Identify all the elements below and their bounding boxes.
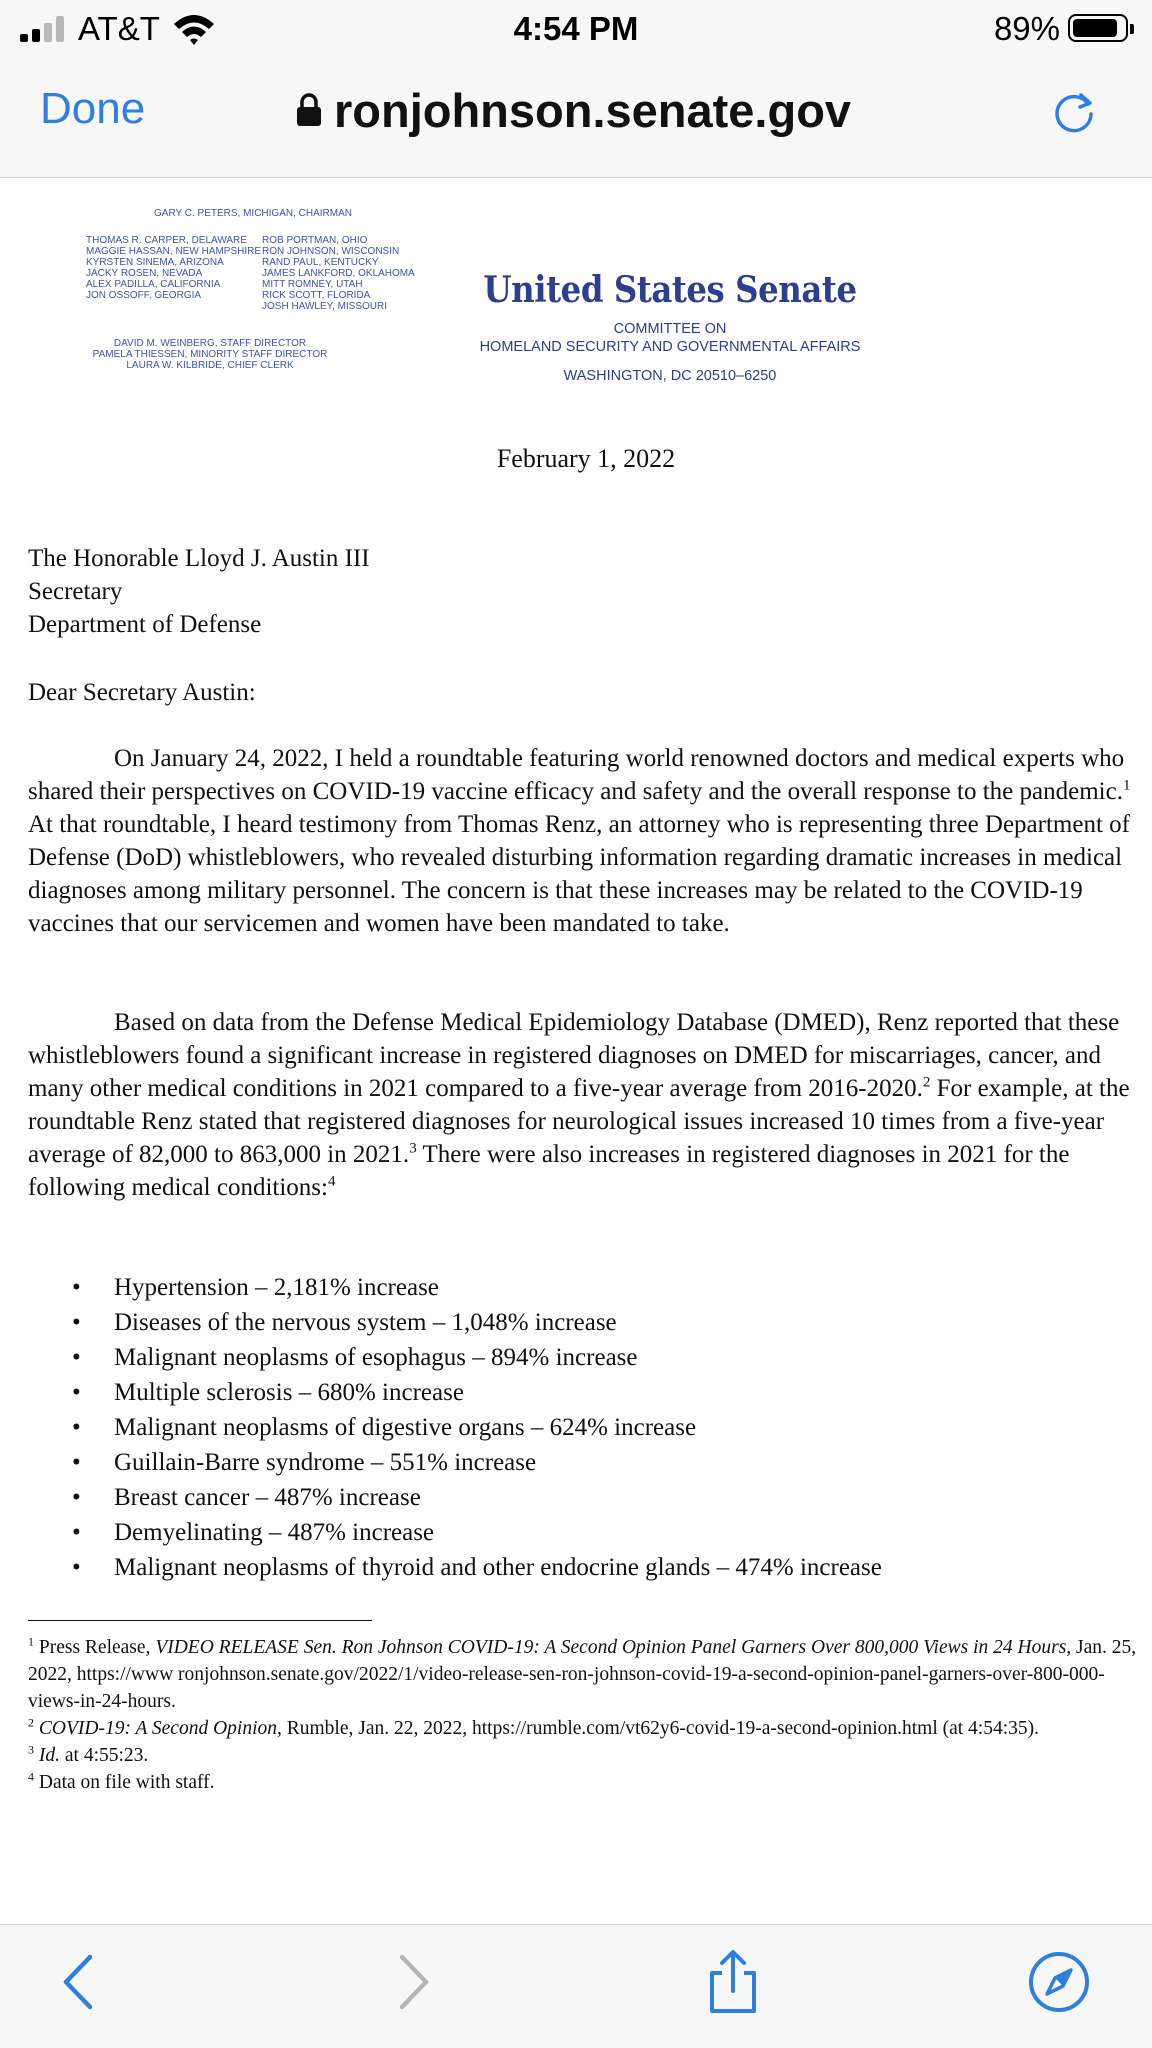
conditions-list	[70, 1270, 882, 1585]
footnote-link[interactable]: , Jan. 25, 2022, https://www ronjohnson.senate.gov/2022/1/video-release-sen-ron-johnson-covid-19-a-second-opinion-panel-garners-over-800-000-views-in-24-hours.	[28, 1637, 1137, 1712]
addressee-line: The Honorable Lloyd J. Austin III	[28, 545, 370, 572]
senate-title: United States Senate	[483, 269, 857, 311]
member-name: RAND PAUL, KENTUCKY	[262, 257, 379, 268]
member-name: MITT ROMNEY, UTAH	[262, 279, 363, 290]
forward-button[interactable]	[376, 1947, 446, 2017]
done-button[interactable]: Done	[40, 84, 146, 133]
forward-chevron-icon	[376, 1947, 446, 2017]
body-paragraph: Based on data from the Defense Medical Epidemiology Database (DMED), Renz reported that these whistleblowers found a significant increase in registered diagnoses on DMED for miscarriages, cancer, and many other medical conditions in 2021 compared to a five-year average from 2016-2020.$^2$ For example, at the roundtable Renz stated that registered diagnoses for neurological issues increased 10 times from a five-year average of 82,000 to 863,000 in 2021.$^3$ There were also increases in registered diagnoses in 2021 for the following medical conditions:$^4$	[28, 1009, 1130, 1201]
footnote-2: $^2$ COVID-19: A Second Opinion, Rumble, Jan. 22, 2022, https://rumble.com/vt62y6-covid-19-a-second-opinion.html (at 4:54:35).	[28, 1715, 1040, 1739]
member-name: THOMAS R. CARPER, DELAWARE	[86, 235, 247, 246]
carrier-name: AT&T	[78, 10, 160, 47]
footnote-divider	[28, 1620, 372, 1621]
battery-icon	[1068, 14, 1128, 42]
committee-members-majority	[86, 235, 261, 301]
member-name: JACKY ROSEN, NEVADA	[86, 268, 203, 279]
footnote-ref[interactable]: 4	[327, 1173, 336, 1190]
staff-name: PAMELA THIESSEN, MINORITY STAFF DIRECTOR	[92, 349, 328, 360]
footnote-ref[interactable]: 1	[1122, 777, 1131, 794]
list-item: • Demyelinating – 487% increase	[70, 1515, 882, 1550]
senate-letterhead	[460, 270, 880, 384]
member-name: JOSH HAWLEY, MISSOURI	[262, 301, 388, 312]
compass-icon	[1024, 1947, 1094, 2017]
member-name: ROB PORTMAN, OHIO	[262, 235, 368, 246]
status-bar	[0, 0, 1152, 56]
list-item: • Guillain-Barre syndrome – 551% increase	[70, 1445, 882, 1480]
browser-nav-bar	[0, 56, 1152, 178]
list-item: • Diseases of the nervous system – 1,048% increase	[70, 1305, 882, 1340]
member-name: RON JOHNSON, WISCONSIN	[262, 246, 400, 257]
addressee-line: Department of Defense	[28, 611, 262, 638]
page-domain: ronjohnson.senate.gov	[334, 83, 852, 137]
member-name: JON OSSOFF, GEORGIA	[86, 290, 202, 301]
committee-staff	[0, 338, 420, 371]
list-item: • Malignant neoplasms of esophagus – 894% increase	[70, 1340, 882, 1375]
footnote-link[interactable]: , Rumble, Jan. 22, 2022, https://rumble.com/vt62y6-covid-19-a-second-opinion.html (at 4:54:35).	[277, 1718, 1040, 1739]
member-name: ALEX PADILLA, CALIFORNIA	[86, 279, 221, 290]
share-icon	[698, 1947, 768, 2017]
committee-address: WASHINGTON, DC 20510–6250	[563, 368, 777, 384]
back-button[interactable]	[46, 1947, 116, 2017]
battery-percentage: 89%	[993, 10, 1060, 47]
salutation: Dear Secretary Austin:	[28, 679, 256, 706]
clock: 4:54 PM	[513, 10, 639, 47]
member-name: RICK SCOTT, FLORIDA	[262, 290, 371, 301]
list-item: • Malignant neoplasms of digestive organs – 624% increase	[70, 1410, 882, 1445]
committee-chairman: GARY C. PETERS, MICHIGAN, CHAIRMAN	[154, 208, 352, 219]
lock-icon	[296, 93, 322, 127]
back-chevron-icon	[46, 1947, 116, 2017]
footnote-ref[interactable]: 2	[922, 1074, 931, 1091]
footnote-4: $^4$ Data on file with staff.	[28, 1769, 215, 1793]
footnote-ref[interactable]: 3	[409, 1140, 417, 1157]
body-paragraph: On January 24, 2022, I held a roundtable featuring world renowned doctors and medical experts who shared their perspectives on COVID-19 vaccine efficacy and safety and the overall response to the pandemic.$^1$ At that roundtable, I heard testimony from Thomas Renz, an attorney who is representing three Department of Defense (DoD) whistleblowers, who revealed disturbing information regarding dramatic increases in medical diagnoses among military personnel. The concern is that these increases may be related to the COVID-19 vaccines that our servicemen and women have been mandated to take.	[28, 745, 1131, 937]
addressee-block	[28, 542, 1138, 641]
member-name: MAGGIE HASSAN, NEW HAMPSHIRE	[86, 246, 262, 257]
list-item: • Malignant neoplasms of thyroid and other endocrine glands – 474% increase	[70, 1550, 882, 1585]
list-item: • Multiple sclerosis – 680% increase	[70, 1375, 882, 1410]
member-name: JAMES LANKFORD, OKLAHOMA	[262, 268, 415, 279]
footnotes	[28, 1634, 1144, 1796]
letter-document	[0, 178, 1152, 1924]
list-item: • Hypertension – 2,181% increase	[70, 1270, 882, 1305]
committee-line: COMMITTEE ON	[613, 321, 727, 337]
staff-name: DAVID M. WEINBERG, STAFF DIRECTOR	[113, 338, 307, 349]
address-display[interactable]	[296, 82, 851, 138]
footnote-3: $^3$ Id. at 4:55:23.	[28, 1742, 149, 1766]
share-button[interactable]	[698, 1947, 768, 2017]
list-item: • Breast cancer – 487% increase	[70, 1480, 882, 1515]
member-name: KYRSTEN SINEMA, ARIZONA	[86, 257, 224, 268]
browser-toolbar	[0, 1924, 1152, 2048]
safari-button[interactable]	[1024, 1947, 1094, 2017]
committee-name	[460, 320, 880, 356]
letter-date: February 1, 2022	[496, 444, 676, 473]
committee-members-minority	[262, 235, 415, 312]
reload-icon[interactable]	[1048, 86, 1100, 138]
battery-level-fill	[1073, 19, 1117, 37]
footnote-1: $^1$ Press Release, VIDEO RELEASE Sen. Ron Johnson COVID-19: A Second Opinion Panel Garners Over 800,000 Views in 24 Hours, Jan. 25, 2022, https://www ronjohnson.senate.gov/2022/1/video-release-sen-ron-johnson-covid-19-a-second-opinion-panel-garners-over-800-000-views-in-24-hours.	[28, 1634, 1137, 1712]
committee-line: HOMELAND SECURITY AND GOVERNMENTAL AFFAIRS	[479, 339, 861, 355]
staff-name: LAURA W. KILBRIDE, CHIEF CLERK	[126, 360, 294, 371]
addressee-line: Secretary	[28, 578, 123, 605]
